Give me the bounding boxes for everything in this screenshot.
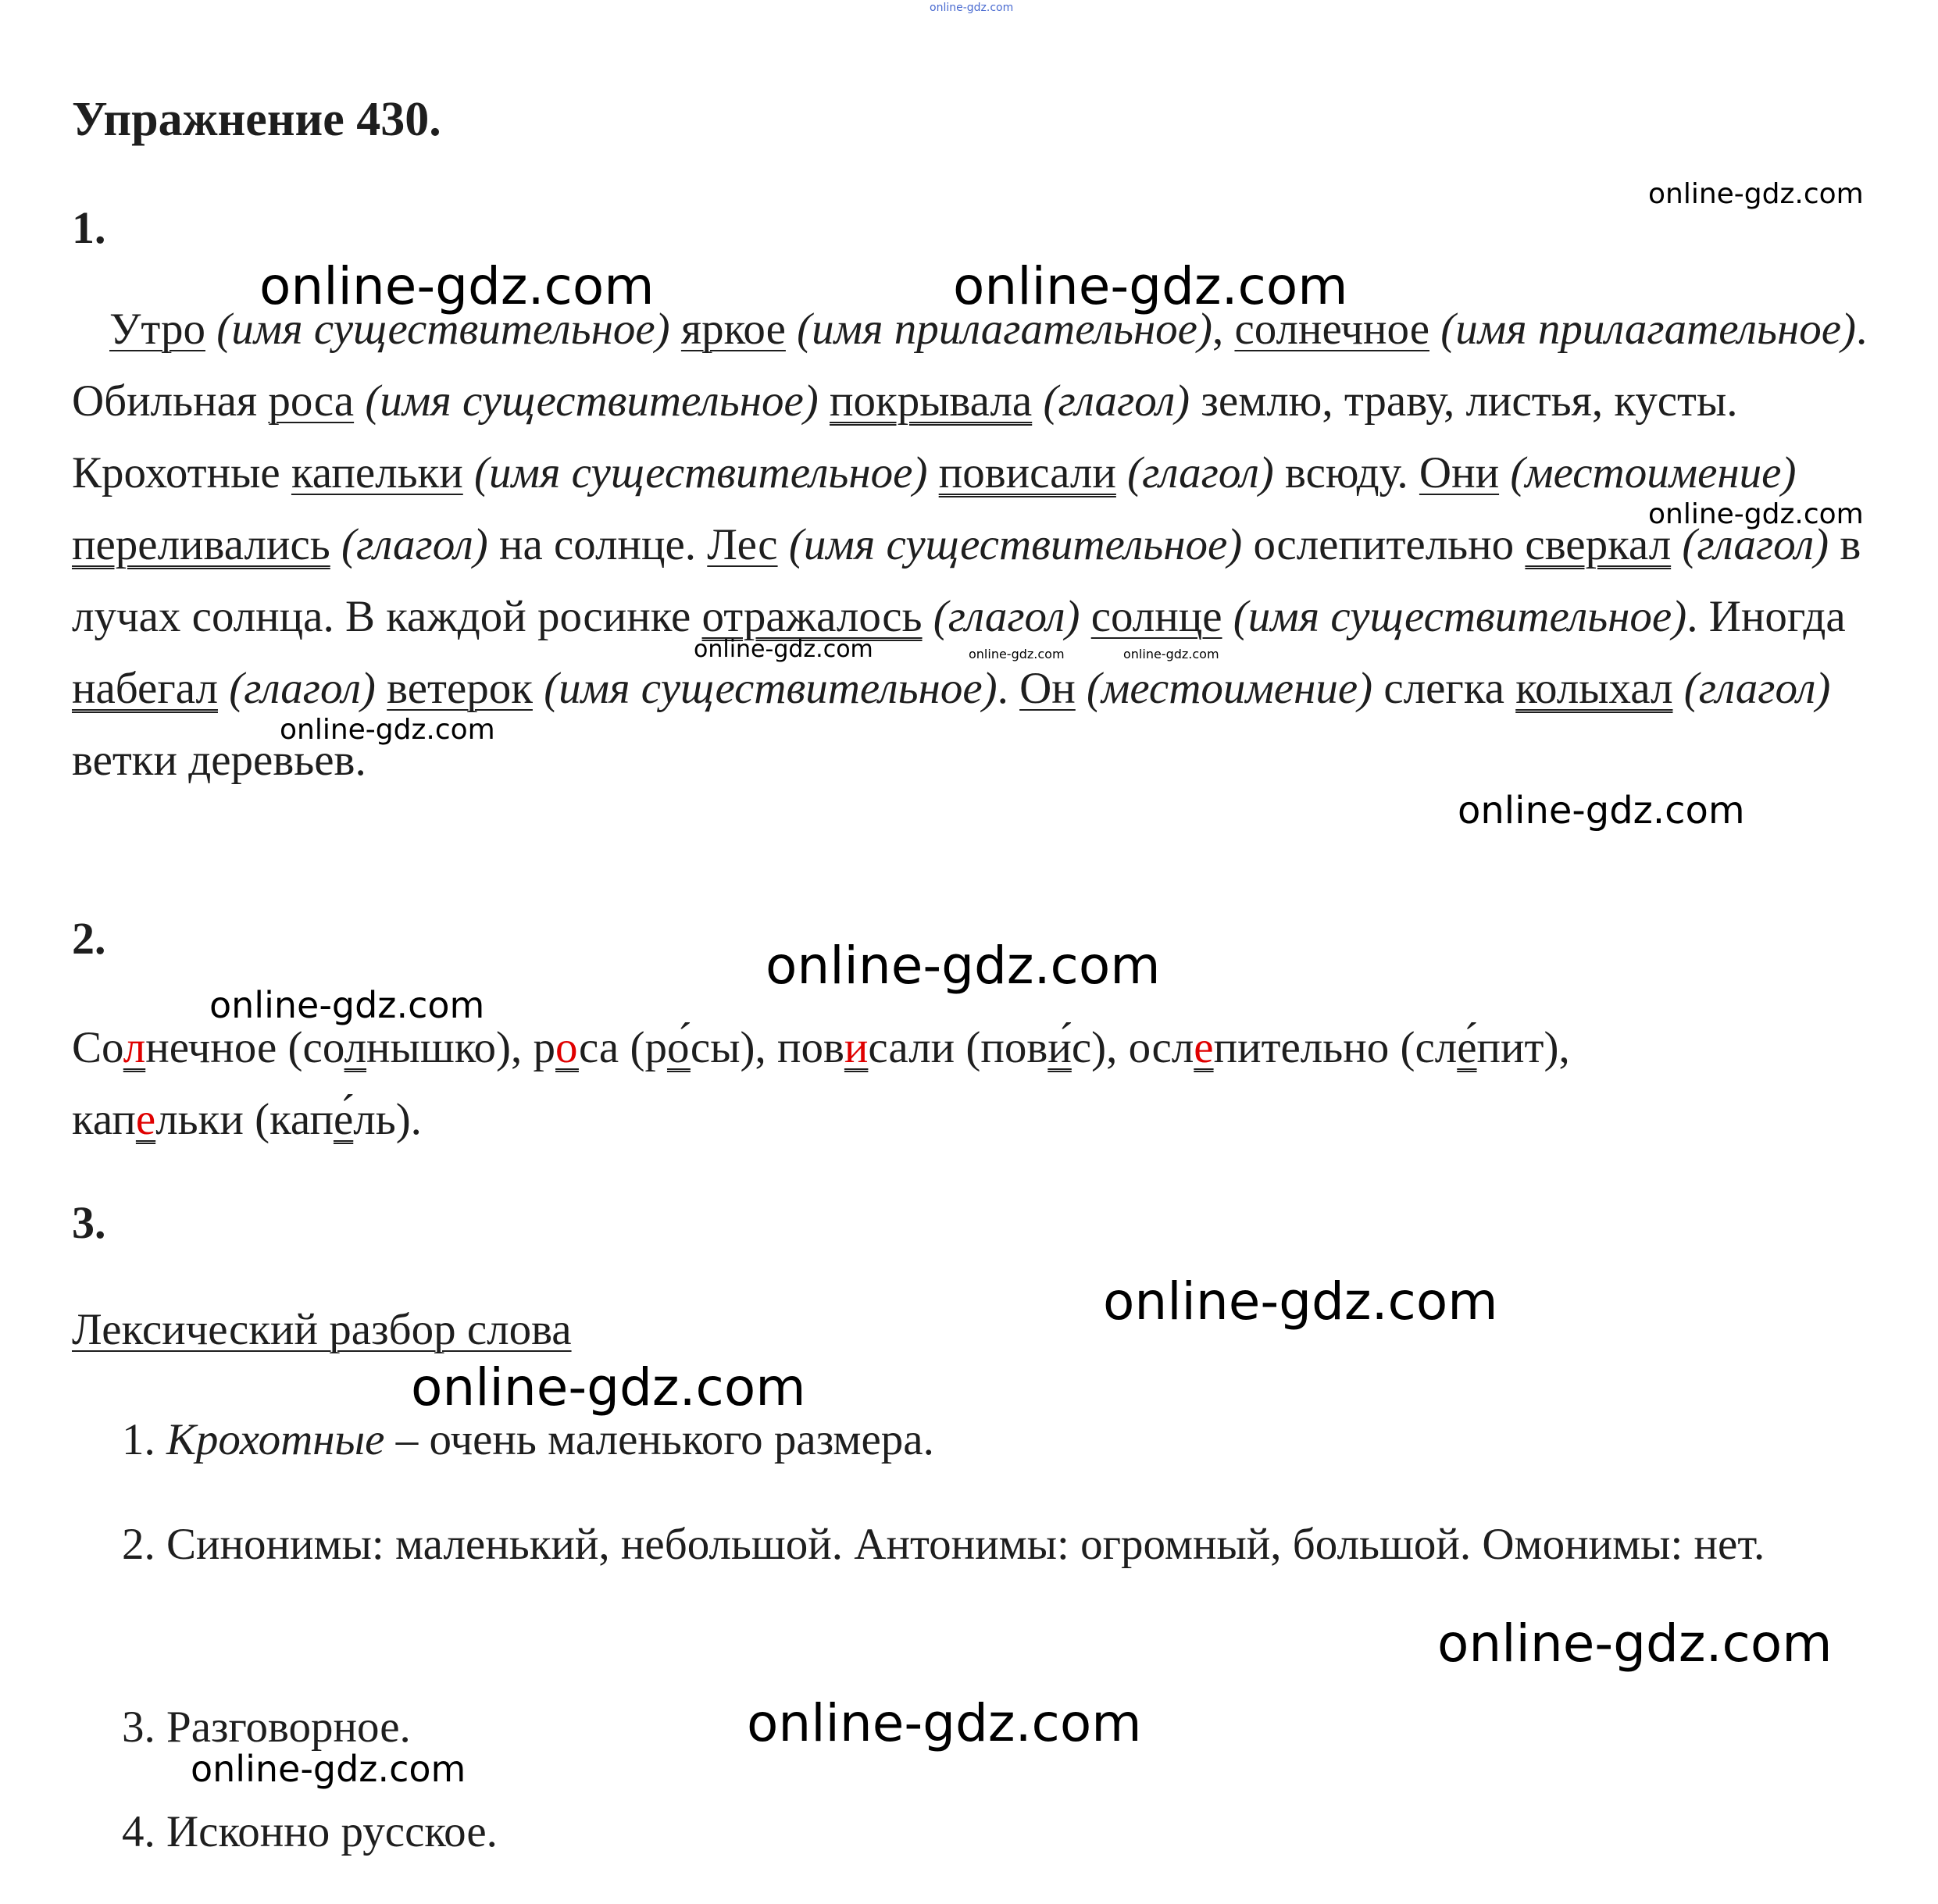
pos-label: (глагол) bbox=[933, 592, 1080, 641]
word: покрывала bbox=[830, 376, 1033, 426]
plain-text: на солнце. bbox=[498, 520, 697, 569]
plain-text: всюду. bbox=[1285, 448, 1408, 497]
text: Со bbox=[72, 1023, 123, 1072]
plain-text: Обильная bbox=[72, 376, 258, 426]
lexical-item-3: 3. Разговорное. bbox=[122, 1703, 411, 1752]
pos-label: (имя существительное) bbox=[788, 520, 1243, 569]
exercise-title: Упражнение 430. bbox=[72, 93, 441, 146]
word: отражалось bbox=[701, 592, 923, 641]
watermark: online-gdz.com bbox=[191, 1748, 466, 1790]
watermark: online-gdz.com bbox=[411, 1357, 806, 1417]
plain-text: слегка bbox=[1383, 664, 1504, 713]
word: солнце bbox=[1090, 592, 1222, 641]
item-number: 1. bbox=[122, 1415, 155, 1464]
vowel-mark: о bbox=[555, 1023, 579, 1072]
watermark: online-gdz.com bbox=[1437, 1613, 1833, 1674]
vowel-mark: е bbox=[135, 1095, 156, 1144]
text: пит), bbox=[1476, 1023, 1570, 1072]
watermark: online-gdz.com bbox=[969, 647, 1065, 661]
watermark: online-gdz.com bbox=[1103, 1271, 1498, 1332]
section-2-number: 2. bbox=[72, 913, 106, 964]
item-text: – очень маленького размера. bbox=[395, 1415, 934, 1464]
pos-label: (имя существительное) bbox=[365, 376, 819, 426]
plain-text: Иногда bbox=[1708, 592, 1846, 641]
pos-label: (глагол) bbox=[1682, 520, 1829, 569]
watermark: online-gdz.com bbox=[694, 636, 873, 663]
text: льки (кап bbox=[155, 1095, 334, 1144]
watermark: online-gdz.com bbox=[259, 256, 655, 316]
plain-text: землю, траву, листья, кусты. Крохотные bbox=[72, 376, 1738, 497]
lexical-item-1 bbox=[72, 1404, 1868, 1476]
pos-label: (глагол) bbox=[1683, 664, 1831, 713]
pos-label: (имя существительное) bbox=[216, 305, 670, 354]
vowel-mark: и bbox=[844, 1023, 869, 1072]
section-3-number: 3. bbox=[72, 1197, 106, 1248]
pos-label: (глагол) bbox=[1127, 448, 1274, 497]
text: с), осл bbox=[1071, 1023, 1194, 1072]
word: капельки bbox=[291, 448, 463, 497]
check-mark: е́ bbox=[333, 1095, 354, 1144]
check-mark: о́ bbox=[666, 1023, 691, 1072]
word: повисали bbox=[938, 448, 1116, 497]
pos-label: (имя прилагательное) bbox=[1440, 305, 1857, 354]
pos-label: (глагол) bbox=[341, 520, 488, 569]
pos-label: (глагол) bbox=[1043, 376, 1190, 426]
lexical-item-4: 4. Исконно русское. bbox=[122, 1807, 498, 1856]
vowel-mark: л bbox=[123, 1023, 146, 1072]
watermark: online-gdz.com bbox=[953, 256, 1348, 316]
word: яркое bbox=[680, 305, 786, 354]
word: сверкал bbox=[1525, 520, 1672, 569]
text: пительно (сл bbox=[1213, 1023, 1458, 1072]
lexical-analysis-heading: Лексический разбор слова bbox=[72, 1305, 572, 1354]
watermark: online-gdz.com bbox=[1123, 647, 1219, 661]
pos-label: (имя существительное) bbox=[544, 664, 998, 713]
watermark-top: online-gdz.com bbox=[930, 2, 1014, 14]
word: Лес bbox=[707, 520, 778, 569]
plain-text: ветки деревьев. bbox=[72, 736, 366, 785]
lexical-item-2: 2. Синонимы: маленький, небольшой. Антонимы: огромный, большой. Омонимы: нет. bbox=[122, 1520, 1765, 1569]
part-2-text bbox=[72, 1012, 1868, 1156]
text: сы), пов bbox=[690, 1023, 844, 1072]
check-mark: л bbox=[344, 1023, 367, 1072]
word: Они bbox=[1419, 448, 1500, 497]
text: нышко), р bbox=[366, 1023, 556, 1072]
watermark: online-gdz.com bbox=[209, 984, 485, 1026]
watermark: online-gdz.com bbox=[747, 1693, 1142, 1753]
word: колыхал bbox=[1515, 664, 1673, 713]
pos-label: (имя существительное) bbox=[474, 448, 928, 497]
word: солнечное bbox=[1234, 305, 1429, 354]
watermark: online-gdz.com bbox=[1648, 498, 1864, 530]
vowel-mark: е bbox=[1194, 1023, 1214, 1072]
pos-label: (местоимение) bbox=[1087, 664, 1373, 713]
text: сали (пов bbox=[868, 1023, 1048, 1072]
plain-text: ослепительно bbox=[1253, 520, 1515, 569]
watermark: online-gdz.com bbox=[1458, 789, 1745, 833]
section-1-number: 1. bbox=[72, 202, 106, 253]
word: ветерок bbox=[387, 664, 533, 713]
text: нечное (со bbox=[145, 1023, 344, 1072]
watermark: online-gdz.com bbox=[766, 936, 1161, 996]
plain-text: в лучах солнца. В каждой росинке bbox=[72, 520, 1861, 641]
word: переливались bbox=[72, 520, 330, 569]
text: ль). bbox=[353, 1095, 422, 1144]
analyzed-word: Крохотные bbox=[166, 1415, 385, 1464]
pos-label: (имя существительное) bbox=[1233, 592, 1687, 641]
watermark: online-gdz.com bbox=[1648, 178, 1864, 210]
check-mark: и́ bbox=[1048, 1023, 1072, 1072]
pos-label: (глагол) bbox=[229, 664, 376, 713]
check-mark: е́ bbox=[1457, 1023, 1477, 1072]
word: набегал bbox=[72, 664, 218, 713]
word: роса bbox=[268, 376, 355, 426]
word: Он bbox=[1019, 664, 1076, 713]
text: са (р bbox=[578, 1023, 667, 1072]
subject-word: Утро bbox=[109, 305, 205, 354]
pos-label: (местоимение) bbox=[1510, 448, 1797, 497]
pos-label: (имя прилагательное) bbox=[797, 305, 1212, 354]
part-1-text: Утро (имя существительное) яркое (имя прилагательное), солнечное (имя прилагательное). Обильная роса (имя существительное) покрывала (глагол) землю, траву, листья, кусты. Крохотные капельки (имя существительное) повисали (глагол) всюду. Они (местоимение) переливались (глагол) на солнце. Лес (имя существительное) ослепительно сверкал (глагол) в лучах солнца. В каждой росинке отражалось (глагол) солнце (имя существительное). Иногда набегал (глагол) ветерок (имя существительное). Он (местоимение) слегка колыхал (глагол) ветки деревьев. bbox=[72, 305, 1868, 785]
text: кап bbox=[72, 1095, 136, 1144]
watermark: online-gdz.com bbox=[280, 714, 495, 746]
